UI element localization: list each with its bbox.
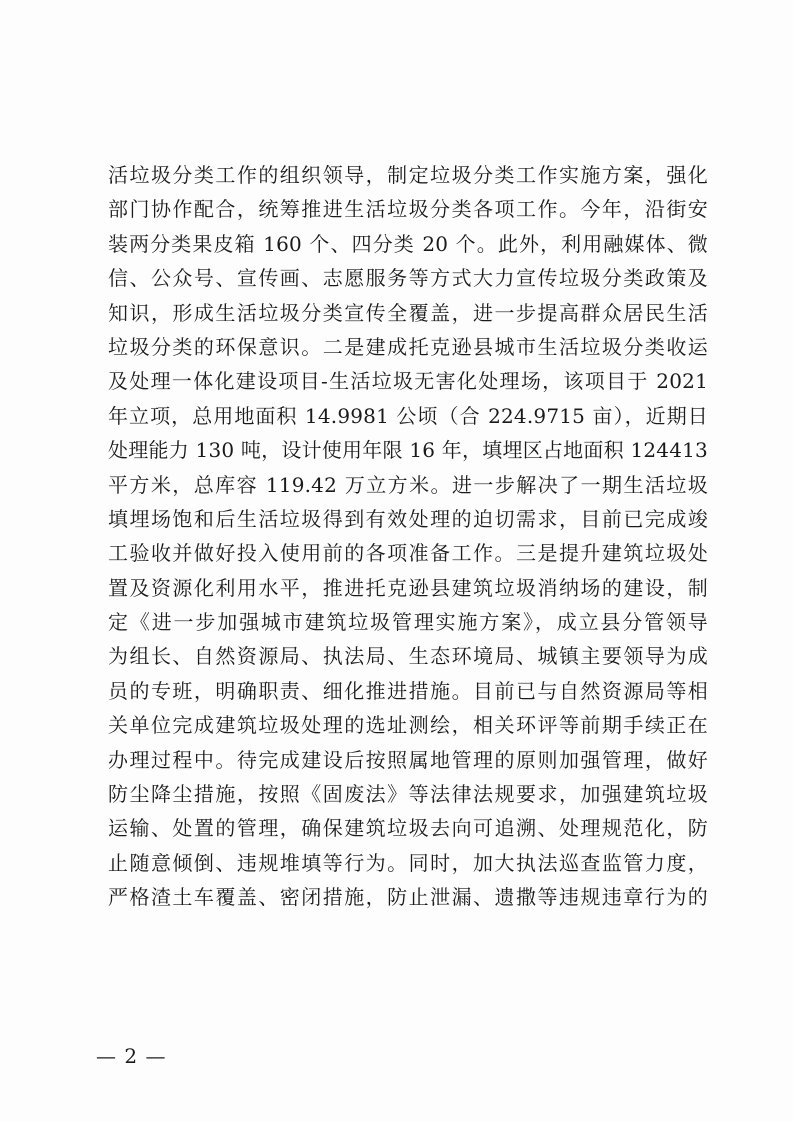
text-line: 活垃圾分类工作的组织领导，制定垃圾分类工作实施方案，强化 [108,163,708,187]
text-line: 置及资源化利用水平，推进托克逊县建筑垃圾消纳场的建设，制 [108,575,708,600]
text-line: 平方米，总库容 119.42 万立方米。进一步解决了一期生活垃圾 [108,472,708,497]
text-line: 工验收并做好投入使用前的各项准备工作。三是提升建筑垃圾处 [108,541,708,566]
page-number: — 2 — [96,1044,167,1068]
text-line: 员的专班，明确职责、细化推进措施。目前已与自然资源局等相 [108,678,708,703]
text-line: 垃圾分类的环保意识。二是建成托克逊县城市生活垃圾分类收运 [108,334,708,359]
text-line: 关单位完成建筑垃圾处理的选址测绘，相关环评等前期手续正在 [108,713,708,738]
text-line: 部门协作配合，统筹推进生活垃圾分类各项工作。今年，沿街安 [108,197,708,222]
text-line: 知识，形成生活垃圾分类宣传全覆盖，进一步提高群众居民生活 [108,300,708,325]
text-line: 及处理一体化建设项目-生活垃圾无害化处理场，该项目于 2021 [108,369,708,394]
body-text [108,158,708,915]
text-line: 办理过程中。待完成建设后按照属地管理的原则加强管理，做好 [108,747,708,772]
text-line: 止随意倾倒、违规堆填等行为。同时，加大执法巡查监管力度， [108,850,708,875]
text-line: 信、公众号、宣传画、志愿服务等方式大力宣传垃圾分类政策及 [108,266,708,291]
text-line: 严格渣土车覆盖、密闭措施，防止泄漏、遗撒等违规违章行为的 [108,885,708,910]
text-line: 为组长、自然资源局、执法局、生态环境局、城镇主要领导为成 [108,644,708,669]
text-line: 处理能力 130 吨，设计使用年限 16 年，填埋区占地面积 124413 [108,438,708,463]
text-line: 装两分类果皮箱 160 个、四分类 20 个。此外，利用融媒体、微 [108,231,708,256]
text-line: 防尘降尘措施，按照《固废法》等法律法规要求，加强建筑垃圾 [108,782,708,807]
text-line: 年立项，总用地面积 14.9981 公顷（合 224.9715 亩），近期日 [108,403,708,428]
text-line: 运输、处置的管理，确保建筑垃圾去向可追溯、处理规范化，防 [108,816,708,841]
text-line: 填埋场饱和后生活垃圾得到有效处理的迫切需求，目前已完成竣 [108,506,708,531]
text-line: 定《进一步加强城市建筑垃圾管理实施方案》，成立县分管领导 [108,610,708,635]
